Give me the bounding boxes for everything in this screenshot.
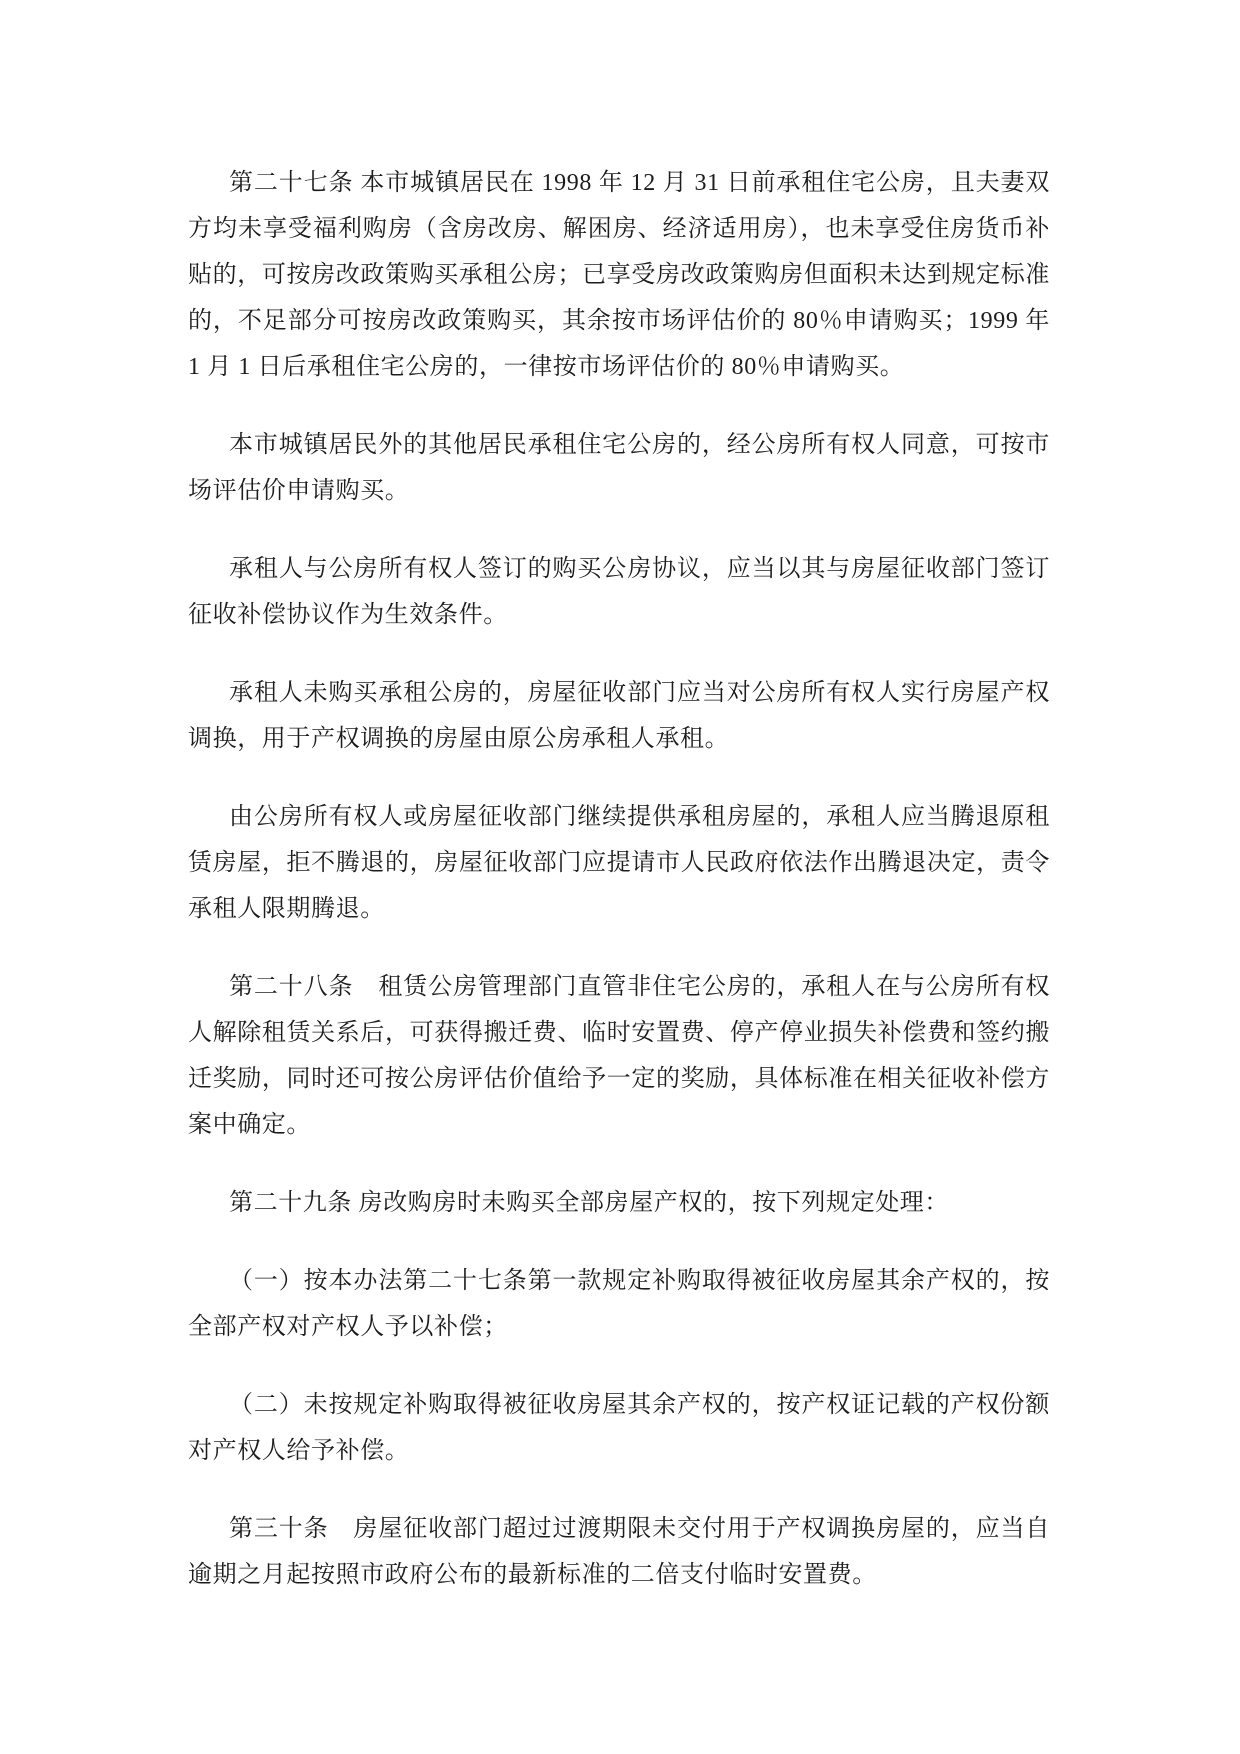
paragraph: 承租人未购买承租公房的，房屋征收部门应当对公房所有权人实行房屋产权调换，用于产权调换的房屋由原公房承租人承租。 [188, 680, 1050, 752]
paragraph: 承租人与公房所有权人签订的购买公房协议，应当以其与房屋征收部门签订征收补偿协议作为生效条件。 [188, 556, 1050, 628]
paragraph: 第二十八条 租赁公房管理部门直管非住宅公房的，承租人在与公房所有权人解除租赁关系后，可获得搬迁费、临时安置费、停产停业损失补偿费和签约搬迁奖励，同时还可按公房评估价值给予一定的奖励，具体标准在相关征收补偿方案中确定。 [188, 974, 1050, 1138]
paragraph: 由公房所有权人或房屋征收部门继续提供承租房屋的，承租人应当腾退原租赁房屋，拒不腾退的，房屋征收部门应提请市人民政府依法作出腾退决定，责令承租人限期腾退。 [188, 804, 1050, 922]
paragraph: 第二十七条 本市城镇居民在 1998 年 12 月 31 日前承租住宅公房，且夫妻双方均未享受福利购房（含房改房、解困房、经济适用房），也未享受住房货币补贴的，可按房改政策购买承租公房；已享受房改政策购房但面积未达到规定标准的，不足部分可按房改政策购买，其余按市场评估价的 80％申请购买；1999 年 1 月 1 日后承租住宅公房的，一律按市场评估价的 80％申请购买。 [188, 170, 1050, 380]
paragraph: （一）按本办法第二十七条第一款规定补购取得被征收房屋其余产权的，按全部产权对产权人予以补偿； [188, 1268, 1050, 1340]
paragraph: （二）未按规定补购取得被征收房屋其余产权的，按产权证记载的产权份额对产权人给予补偿。 [188, 1392, 1050, 1464]
paragraph: 第三十条 房屋征收部门超过过渡期限未交付用于产权调换房屋的，应当自逾期之月起按照市政府公布的最新标准的二倍支付临时安置费。 [188, 1516, 1050, 1588]
document-body [188, 160, 1050, 1598]
paragraph: 本市城镇居民外的其他居民承租住宅公房的，经公房所有权人同意，可按市场评估价申请购买。 [188, 432, 1050, 504]
paragraph: 第二十九条 房改购房时未购买全部房屋产权的，按下列规定处理： [229, 1190, 949, 1216]
